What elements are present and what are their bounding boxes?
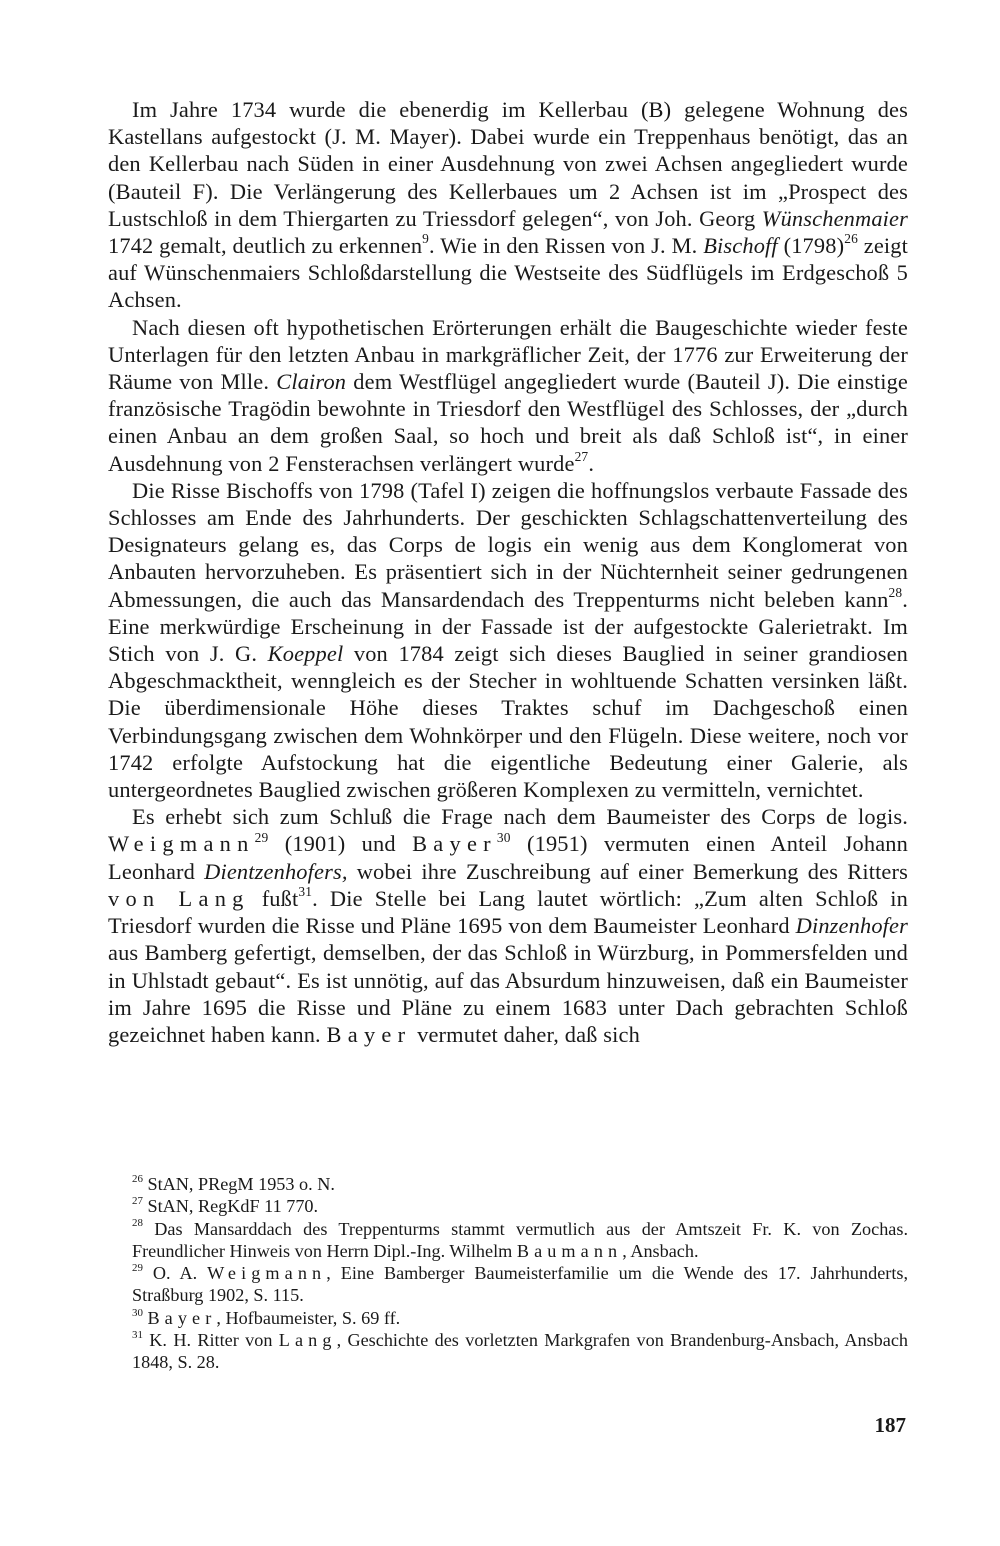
- name-italic: Dinzenhofer: [795, 913, 908, 939]
- footnote-number: 26: [132, 1172, 143, 1185]
- paragraph-3: [108, 477, 908, 803]
- name-italic: Dientzenhofers,: [204, 858, 348, 884]
- footnote-ref: 26: [844, 231, 858, 247]
- paragraph-2: [108, 314, 908, 477]
- footnote-26: [132, 1173, 908, 1195]
- footnote-ref: 28: [888, 584, 903, 600]
- footnote-30: [132, 1307, 908, 1329]
- text-run: (1951) vermuten einen Anteil Johann Leonhard: [108, 831, 908, 884]
- page-number: 187: [874, 1413, 906, 1437]
- footnote-ref: 29: [254, 829, 269, 845]
- spaced-name: Weigmann: [108, 831, 255, 857]
- footnote-text: StAN, PRegM 1953 o. N.: [147, 1174, 335, 1194]
- paragraph-1: [108, 96, 908, 314]
- text-run: . Die Stelle bei Lang lautet wörtlich: „Zum alten Schloß in Triesdorf wurden die Risse und Pläne 1695 von dem Baumeister Leonhard: [108, 885, 908, 939]
- spaced-name: Bayer: [326, 1021, 412, 1047]
- text-run: 1742 gemalt, deutlich zu erkennen: [108, 233, 423, 259]
- text-run: Es erhebt sich zum Schluß die Frage nach dem Baumeister des Corps de logis.: [132, 804, 908, 830]
- footnote-number: 27: [132, 1195, 143, 1208]
- name-italic: Wünschenmaier: [761, 205, 908, 231]
- text-run: aus Bamberg gefertigt, demselben, der das Schloß in Würzburg, in Pommersfelden und in Uhlstadt gebaut“. Es ist unnötig, auf das Absurdum hinzuweisen, daß ein Baumeister im Jahre 1695 die Risse und Pläne zu einem 1683 unter Dach gebrachten Schloß gezeichnet haben kann.: [108, 940, 908, 1047]
- text-run: von 1784 zeigt sich dieses Bauglied in seiner grandiosen Abgeschmacktheit, wenngleich es der Stecher in wohltuende Schatten versinken läßt. Die überdimensionale Höhe dieses Traktes schuf im Dachgeschoß einen Verbindungsgang zwischen dem Wohnkörper und den Flügeln. Diese weitere, noch vor 1742 erfolgte Aufstockung hat die eigentliche Bedeutung einer Galerie, als untergeordnetes Bauglied zwischen größeren Komplexen zu vermitteln, vernichtet.: [108, 641, 909, 803]
- footnote-31: [108, 1329, 908, 1374]
- text-run: (1901) und: [268, 831, 413, 857]
- name-italic: Clairon: [276, 369, 347, 395]
- text-run: wobei ihre Zuschreibung auf einer Bemerkung des Ritters: [347, 858, 908, 884]
- text-run: Nach diesen oft hypothetischen Erörterungen erhält die Baugeschichte wieder feste Unterlagen für den letzten Anbau in markgräflicher Zeit, der 1776 zur Erweiterung der Räume von Mlle.: [108, 314, 908, 395]
- footnote-text: , Eine Bamberger Baumeisterfamilie um die Wende des 17. Jahrhunderts, Straßburg 1902, S. 115.: [132, 1263, 909, 1306]
- spaced-name: Bayer: [412, 831, 497, 857]
- text-run: fußt: [249, 885, 299, 911]
- text-run: vermutet daher, daß sich: [411, 1021, 640, 1047]
- text-run: Die Risse Bischoffs von 1798 (Tafel I) zeigen die hoffnungslos verbaute Fassade des Schlosses am Ende des Jahrhunderts. Der geschickten Schlagschattenverteilung des Designateurs gelang es, das Corps de logis ein wenig aus dem Konglomerat von Anbauten hervorzuheben. Es präsentiert sich in der Nüchternheit seiner gedrungenen Abmessungen, die auch das Mansardendach des Treppenturms nicht beleben kann: [108, 477, 908, 612]
- footnote-number: 30: [132, 1306, 143, 1319]
- text-run: .: [588, 450, 595, 476]
- text-run: Im Jahre 1734 wurde die ebenerdig im Kellerbau (B) gelegene Wohnung des Kastellans aufgestockt (J. M. Mayer). Dabei wurde ein Treppenhaus benötigt, das an den Kellerbau nach Süden in einer Ausdehnung von zwei Achsen angegliedert wurde (Bauteil F). Die Verlängerung des Kellerbaues um 2 Achsen ist im „Prospect des Lustschloß in dem Thiergarten zu Triessdorf gelegen“, von Joh. Georg: [108, 97, 908, 231]
- text-run: . Eine merkwürdige Erscheinung in der Fassade ist der aufgestockte Galerietrakt. Im Stich von J. G.: [108, 586, 908, 667]
- footnote-29: [108, 1262, 908, 1307]
- spaced-name: Baumann: [516, 1240, 623, 1261]
- name-italic: Koeppel: [267, 641, 344, 667]
- name-italic: Bischoff: [703, 233, 778, 259]
- footnote-text: , Geschichte des vorletzten Markgrafen von Brandenburg-Ansbach, Ansbach 1848, S. 28.: [132, 1330, 909, 1373]
- footnote-ref: 31: [298, 884, 313, 900]
- text-run: zeigt auf Wünschenmaiers Schloßdarstellung die Westseite des Südflügels im Erdgeschoß 5 Achsen.: [108, 233, 909, 313]
- footnotes: [132, 1173, 908, 1374]
- footnote-27: [132, 1195, 908, 1217]
- footnote-28: [108, 1218, 908, 1263]
- text-run: . Wie in den Rissen von J. M.: [429, 233, 704, 259]
- footnote-ref: 30: [496, 829, 511, 845]
- text-run: (1798): [777, 233, 845, 259]
- footnote-text: StAN, RegKdF 11 770.: [147, 1196, 319, 1217]
- spaced-name: Bayer: [147, 1307, 217, 1328]
- spaced-name: Lang: [278, 1330, 337, 1351]
- footnote-text: , Ansbach.: [622, 1240, 699, 1261]
- text-run: dem Westflügel angegliedert wurde (Bauteil J). Die einstige französische Tragödin bewohnte in Triesdorf den Westflügel des Schlosses, der „durch einen Anbau an dem großen Saal, so hoch und breit als daß Schloß ist“, in einer Ausdehnung von 2 Fensterachsen verlängert wurde: [108, 369, 908, 476]
- footnote-text: O. A.: [152, 1263, 208, 1284]
- footnote-ref: 9: [422, 231, 430, 247]
- footnote-text: K. H. Ritter von: [149, 1330, 279, 1351]
- footnote-number: 29: [132, 1262, 143, 1275]
- paragraph-4: [108, 803, 908, 1048]
- spaced-name: Weigmann: [207, 1263, 327, 1284]
- main-text: [108, 96, 908, 1048]
- footnote-text: Das Mansarddach des Treppenturms stammt vermutlich aus der Amtszeit Fr. K. von Zochas. Freundlicher Hinweis von Herrn Dipl.-Ing. Wilhelm: [132, 1218, 909, 1261]
- footnote-number: 31: [132, 1328, 143, 1341]
- footnote-text: , Hofbaumeister, S. 69 ff.: [216, 1307, 401, 1328]
- footnote-ref: 27: [574, 448, 589, 464]
- spaced-name: von Lang: [108, 885, 250, 911]
- footnote-number: 28: [132, 1217, 143, 1230]
